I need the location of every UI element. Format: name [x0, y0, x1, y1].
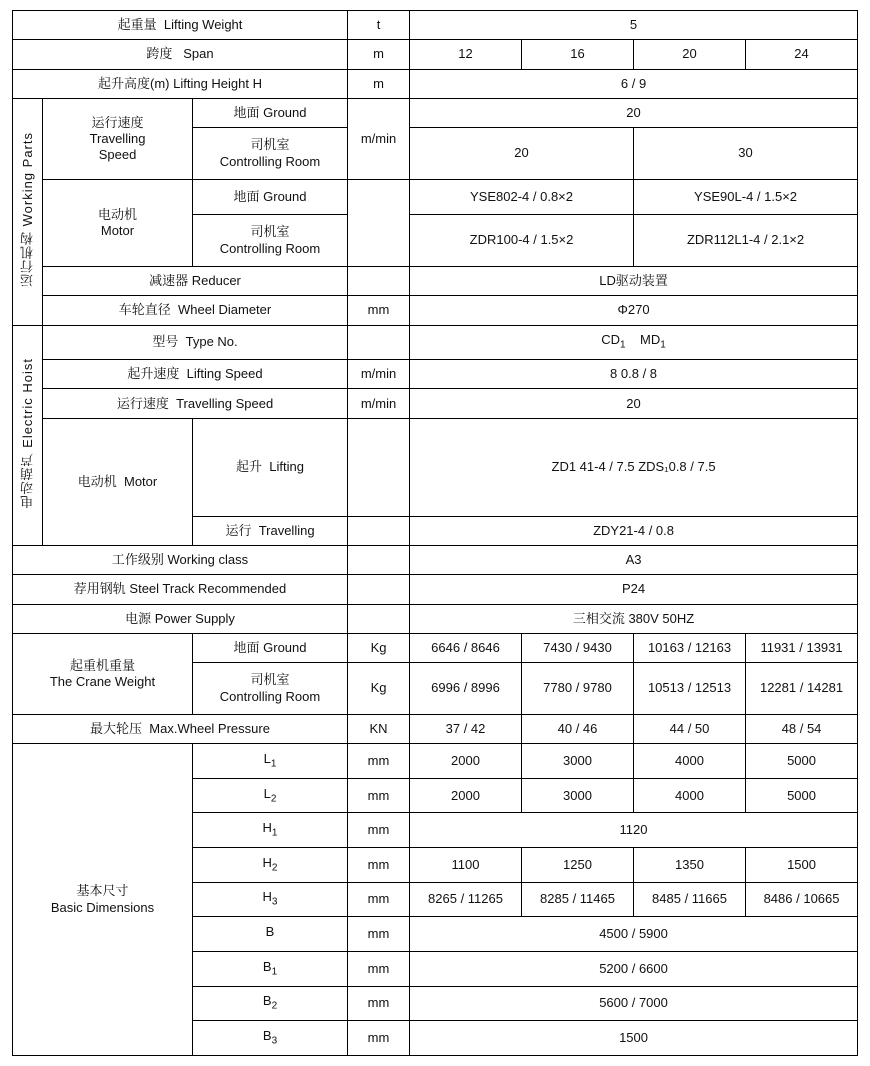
- unit-cell: mm: [348, 296, 410, 325]
- row-label-hoist-motor: [43, 418, 193, 545]
- label-en: Wheel Diameter: [178, 302, 272, 318]
- unit-cell: KN: [348, 714, 410, 743]
- value-cell: 40 / 46: [522, 714, 634, 743]
- label-en: Type No.: [185, 334, 238, 350]
- label-cn: 运行速度: [91, 114, 144, 130]
- value-md-sub: 1: [660, 339, 666, 351]
- value-cell: A3: [410, 545, 858, 574]
- value-cell: ZDY21-4 / 0.8: [410, 516, 858, 545]
- dimension-symbol: [193, 778, 348, 813]
- row-label-basic-dimensions: [13, 744, 193, 1056]
- unit-cell: mm: [348, 848, 410, 883]
- value-cell: 1100: [410, 848, 522, 883]
- sub-label-lifting: [193, 418, 348, 516]
- dimension-symbol: [193, 986, 348, 1021]
- table-row: [13, 744, 858, 779]
- label-en: Lifting Weight: [163, 17, 243, 33]
- symbol-sub: 1: [271, 966, 278, 978]
- symbol-sub: 1: [271, 827, 278, 839]
- unit-cell: mm: [348, 882, 410, 917]
- value-cell: 20: [410, 98, 858, 127]
- dimension-symbol: [193, 848, 348, 883]
- value-cell: 1500: [410, 1021, 858, 1056]
- unit-cell: t: [348, 11, 410, 40]
- crane-specification-table: [12, 10, 858, 1056]
- row-label-crane-weight: [13, 633, 193, 714]
- value-cell: 6996 / 8996: [410, 663, 522, 715]
- value-md: MD: [640, 332, 661, 348]
- table-row: [13, 11, 858, 40]
- unit-cell: mm: [348, 1021, 410, 1056]
- value-cell: 24: [746, 40, 858, 69]
- label-en: Ground: [263, 639, 307, 655]
- value-cell: 20: [410, 128, 634, 180]
- value-cell: 12: [410, 40, 522, 69]
- value-cell: 3000: [522, 778, 634, 813]
- label-cn: 司机室: [250, 137, 290, 153]
- row-label-hoist-travelling-speed: [43, 389, 348, 418]
- unit-cell: [348, 325, 410, 360]
- label-cn: 地面: [233, 188, 260, 204]
- unit-cell: Kg: [348, 633, 410, 662]
- table-row: [13, 389, 858, 418]
- value-cell: 12281 / 14281: [746, 663, 858, 715]
- table-row: [13, 604, 858, 633]
- value-cell: 30: [634, 128, 858, 180]
- unit-cell: mm: [348, 744, 410, 779]
- value-cell: 三相交流 380V 50HZ: [410, 604, 858, 633]
- row-label-lifting-height: 起升高度(m) Lifting Height H: [13, 69, 348, 98]
- sub-label-ground: [193, 633, 348, 662]
- sub-label-travelling: [193, 516, 348, 545]
- unit-cell: mm: [348, 917, 410, 952]
- label-en: Lifting: [269, 459, 304, 475]
- unit-cell: m/min: [348, 360, 410, 389]
- unit-cell: mm: [348, 813, 410, 848]
- value-cell: 8486 / 10665: [746, 882, 858, 917]
- value-cell-type-no: [410, 325, 858, 360]
- value-cell: 2000: [410, 744, 522, 779]
- label-cn: 基本尺寸: [76, 883, 129, 899]
- label-en: Travelling: [258, 522, 315, 538]
- label-en: Basic Dimensions: [50, 899, 155, 915]
- symbol: H: [262, 820, 272, 836]
- value-cell: 4000: [634, 744, 746, 779]
- dimension-symbol: [193, 744, 348, 779]
- label-en: Span: [183, 46, 214, 62]
- unit-cell: [348, 179, 410, 266]
- value-cell: 37 / 42: [410, 714, 522, 743]
- label-cn: 司机室: [250, 224, 290, 240]
- label-en: Max.Wheel Pressure: [149, 720, 270, 736]
- symbol: L: [263, 750, 271, 766]
- symbol-sub: 2: [270, 793, 277, 805]
- label-en: Ground: [263, 188, 307, 204]
- unit-cell: [348, 266, 410, 295]
- label-en-2: Speed: [98, 147, 137, 163]
- value-cell: 8 0.8 / 8: [410, 360, 858, 389]
- symbol: B: [262, 958, 272, 974]
- value-cell: 7780 / 9780: [522, 663, 634, 715]
- section-header-label: 运行机构 Working Parts: [19, 132, 35, 288]
- label-cn: 车轮直径: [118, 302, 171, 318]
- label-en: Motor: [124, 473, 158, 489]
- value-cell: 4500 / 5900: [410, 917, 858, 952]
- symbol-sub: 2: [271, 1000, 278, 1012]
- value-cell: 1350: [634, 848, 746, 883]
- section-header-electric-hoist: [13, 325, 43, 545]
- label-cn: 地面: [233, 639, 260, 655]
- symbol-sub: 3: [271, 897, 278, 909]
- symbol: L: [263, 785, 271, 801]
- label-en-1: Travelling: [89, 130, 146, 146]
- row-label-lifting-weight: [13, 11, 348, 40]
- value-cell: 10513 / 12513: [634, 663, 746, 715]
- symbol: B: [262, 1028, 272, 1044]
- value-cell: LD驱动装置: [410, 266, 858, 295]
- value-cell: 5200 / 6600: [410, 951, 858, 986]
- table-row: [13, 360, 858, 389]
- table-row: [13, 40, 858, 69]
- value-cell: 20: [410, 389, 858, 418]
- table-row: [13, 266, 858, 295]
- label-cn: 司机室: [250, 672, 290, 688]
- table-row: [13, 98, 858, 127]
- row-label-span: [13, 40, 348, 69]
- row-label-max-wheel-pressure: [13, 714, 348, 743]
- table-row: [13, 714, 858, 743]
- unit-cell: m/min: [348, 389, 410, 418]
- unit-cell: [348, 516, 410, 545]
- row-label-type-no: [43, 325, 348, 360]
- unit-cell: Kg: [348, 663, 410, 715]
- row-label-working-class: 工作级别 Working class: [13, 545, 348, 574]
- symbol: B: [262, 993, 272, 1009]
- table-row: [13, 296, 858, 325]
- label-cn: 最大轮压: [90, 720, 143, 736]
- value-cell: ZD1 41-4 / 7.5 ZDS₁0.8 / 7.5: [410, 418, 858, 516]
- value-cell: YSE90L-4 / 1.5×2: [634, 179, 858, 214]
- symbol-sub: 1: [270, 758, 277, 770]
- sub-label-controlling-room: [193, 663, 348, 715]
- value-cell: 8285 / 11465: [522, 882, 634, 917]
- symbol-sub: 3: [271, 1035, 278, 1047]
- value-cell: 8265 / 11265: [410, 882, 522, 917]
- value-cell: 6 / 9: [410, 69, 858, 98]
- value-cd: CD: [601, 332, 621, 348]
- table-row: [13, 418, 858, 516]
- section-header-working-parts: [13, 98, 43, 325]
- spec-sheet: [12, 10, 858, 1056]
- row-label-reducer: 减速器 Reducer: [43, 266, 348, 295]
- table-row: [13, 179, 858, 214]
- table-row: [13, 545, 858, 574]
- row-label-lifting-speed: [43, 360, 348, 389]
- sub-label-controlling-room: [193, 215, 348, 267]
- label-en: Controlling Room: [219, 153, 321, 169]
- unit-cell: mm: [348, 778, 410, 813]
- row-label-steel-track: 荐用钢轨 Steel Track Recommended: [13, 575, 348, 604]
- label-cn: 起重机重量: [69, 657, 135, 673]
- value-cell: 5000: [746, 778, 858, 813]
- label-en: Controlling Room: [219, 240, 321, 256]
- value-cell: 3000: [522, 744, 634, 779]
- table-row: [13, 325, 858, 360]
- unit-cell: [348, 575, 410, 604]
- value-cell: ZDR112L1-4 / 2.1×2: [634, 215, 858, 267]
- value-cell: Φ270: [410, 296, 858, 325]
- dimension-symbol: [193, 882, 348, 917]
- label-en: Travelling Speed: [176, 395, 274, 411]
- unit-cell: mm: [348, 986, 410, 1021]
- unit-cell: m: [348, 40, 410, 69]
- label-cn: 电动机: [97, 206, 137, 222]
- value-cell: 1250: [522, 848, 634, 883]
- value-cell: 10163 / 12163: [634, 633, 746, 662]
- unit-cell: [348, 418, 410, 516]
- sub-label-ground: [193, 179, 348, 214]
- value-cd-sub: 1: [620, 339, 626, 351]
- label-en: Ground: [263, 104, 307, 120]
- label-en: Controlling Room: [219, 688, 321, 704]
- unit-cell: m/min: [348, 98, 410, 179]
- dimension-symbol: [193, 1021, 348, 1056]
- row-label-power-supply: 电源 Power Supply: [13, 604, 348, 633]
- value-cell: 44 / 50: [634, 714, 746, 743]
- label-cn: 跨度: [146, 46, 173, 62]
- sub-label-controlling-room: [193, 128, 348, 180]
- unit-cell: m: [348, 69, 410, 98]
- sub-label-ground: [193, 98, 348, 127]
- value-cell: 7430 / 9430: [522, 633, 634, 662]
- value-cell: 4000: [634, 778, 746, 813]
- value-cell: ZDR100-4 / 1.5×2: [410, 215, 634, 267]
- label-cn: 电动机: [77, 473, 117, 489]
- value-cell: 5600 / 7000: [410, 986, 858, 1021]
- symbol-sub: 2: [271, 862, 278, 874]
- symbol: H: [262, 854, 272, 870]
- value-cell: 2000: [410, 778, 522, 813]
- table-row: [13, 69, 858, 98]
- label-cn: 起升速度: [127, 366, 180, 382]
- value-cell: 11931 / 13931: [746, 633, 858, 662]
- symbol: H: [262, 889, 272, 905]
- label-en: Lifting Speed: [186, 366, 263, 382]
- value-cell: YSE802-4 / 0.8×2: [410, 179, 634, 214]
- label-cn: 运行速度: [116, 395, 169, 411]
- label-cn: 起升: [236, 459, 263, 475]
- dimension-symbol: [193, 917, 348, 952]
- unit-cell: mm: [348, 951, 410, 986]
- section-header-label: 电动葫芦 Electric Hoist: [19, 357, 35, 509]
- value-cell: 1120: [410, 813, 858, 848]
- value-cell: 1500: [746, 848, 858, 883]
- label-cn: 型号: [152, 334, 179, 350]
- value-cell: 20: [634, 40, 746, 69]
- label-cn: 运行: [225, 522, 252, 538]
- table-row: [13, 633, 858, 662]
- value-cell: 8485 / 11665: [634, 882, 746, 917]
- label-en: The Crane Weight: [49, 673, 156, 689]
- value-cell: 5000: [746, 744, 858, 779]
- row-label-motor: [43, 179, 193, 266]
- label-en: Motor: [100, 222, 135, 238]
- label-cn: 地面: [233, 104, 260, 120]
- value-cell: 16: [522, 40, 634, 69]
- row-label-wheel-diameter: [43, 296, 348, 325]
- row-label-travelling-speed: [43, 98, 193, 179]
- value-cell: P24: [410, 575, 858, 604]
- symbol: B: [265, 924, 275, 940]
- table-row: [13, 575, 858, 604]
- value-cell: 6646 / 8646: [410, 633, 522, 662]
- dimension-symbol: [193, 951, 348, 986]
- value-cell: 48 / 54: [746, 714, 858, 743]
- unit-cell: [348, 545, 410, 574]
- dimension-symbol: [193, 813, 348, 848]
- label-cn: 起重量: [117, 17, 157, 33]
- unit-cell: [348, 604, 410, 633]
- value-cell: 5: [410, 11, 858, 40]
